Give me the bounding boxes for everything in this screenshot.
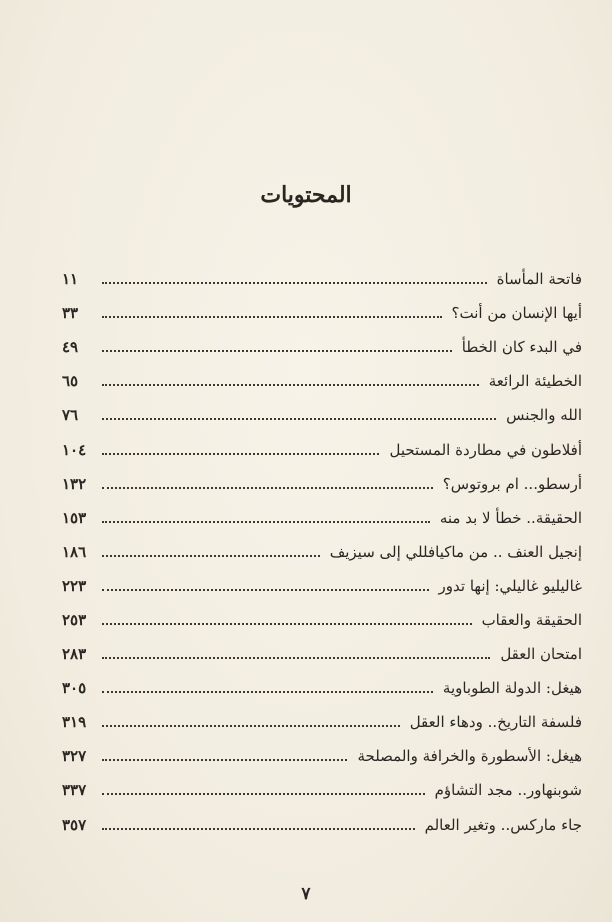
toc-entry — [62, 569, 582, 603]
toc-entry-page: ٢٥٣ — [62, 610, 87, 629]
toc-entry-page: ١٠٤ — [62, 440, 87, 459]
toc-entry — [62, 296, 582, 330]
toc-entry — [62, 671, 582, 705]
toc-entry-page: ٢٨٣ — [62, 645, 87, 664]
toc-entry — [62, 535, 582, 569]
toc-entry-page: ٣٢٧ — [62, 747, 87, 766]
toc-entry-page: ٤٩ — [62, 338, 79, 357]
dot-leader — [102, 521, 430, 523]
toc-entry-page: ٣٣٧ — [62, 781, 87, 800]
toc-entry-page: ١٣٢ — [62, 474, 87, 493]
toc-entry-title: هيغل: الدولة الطوباوية — [442, 679, 582, 698]
toc-entry-page: ١١ — [62, 270, 79, 289]
page-title: المحتويات — [260, 182, 352, 208]
toc-entry-title: أرسطو... ام بروتوس؟ — [442, 474, 582, 493]
toc-entry — [62, 398, 582, 432]
table-of-contents — [62, 262, 582, 842]
toc-entry-title: أيها الإنسان من أنت؟ — [451, 304, 582, 323]
toc-entry-title: الخطيئة الرائعة — [488, 372, 582, 391]
dot-leader — [102, 691, 433, 693]
toc-entry-title: إنجيل العنف .. من ماكيافللي إلى سيزيف — [329, 542, 582, 561]
dot-leader — [102, 759, 347, 761]
dot-leader — [102, 316, 442, 318]
toc-entry-page: ٣٣ — [62, 304, 79, 323]
toc-entry-page: ٧٦ — [62, 406, 79, 425]
toc-entry — [62, 432, 582, 466]
toc-entry — [62, 467, 582, 501]
toc-entry-title: الحقيقة.. خطأ لا بد منه — [439, 508, 582, 527]
toc-entry — [62, 330, 582, 364]
toc-entry — [62, 808, 582, 842]
toc-entry — [62, 739, 582, 773]
dot-leader — [102, 350, 452, 352]
dot-leader — [102, 793, 425, 795]
toc-entry-title: جاء ماركس.. وتغير العالم — [424, 815, 582, 834]
toc-entry-title: الحقيقة والعقاب — [481, 610, 582, 629]
toc-entry — [62, 262, 582, 296]
toc-entry-title: في البدء كان الخطأ — [461, 338, 582, 357]
toc-entry-page: ٣٠٥ — [62, 679, 87, 698]
dot-leader — [102, 828, 415, 830]
toc-entry-title: هيغل: الأسطورة والخرافة والمصلحة — [357, 747, 582, 766]
toc-entry-title: فلسفة التاريخ.. ودهاء العقل — [409, 713, 582, 732]
toc-entry — [62, 603, 582, 637]
toc-entry — [62, 773, 582, 807]
toc-entry-page: ٣٥٧ — [62, 815, 87, 834]
dot-leader — [102, 657, 490, 659]
toc-entry-title: امتحان العقل — [500, 645, 582, 664]
toc-entry — [62, 501, 582, 535]
page-number: ٧ — [301, 884, 311, 904]
toc-entry-page: ٣١٩ — [62, 713, 87, 732]
dot-leader — [102, 453, 379, 455]
toc-entry-page: ٦٥ — [62, 372, 79, 391]
dot-leader — [102, 623, 472, 625]
toc-entry — [62, 637, 582, 671]
dot-leader — [102, 589, 429, 591]
dot-leader — [102, 555, 320, 557]
dot-leader — [102, 418, 496, 420]
dot-leader — [102, 725, 400, 727]
dot-leader — [102, 487, 433, 489]
toc-entry-title: غاليليو غاليلي: إنها تدور — [438, 576, 582, 595]
toc-entry — [62, 705, 582, 739]
toc-entry-page: ٢٢٣ — [62, 576, 87, 595]
toc-entry-title: فاتحة المأساة — [496, 270, 582, 289]
toc-entry-title: أفلاطون في مطاردة المستحيل — [389, 440, 582, 459]
dot-leader — [102, 282, 487, 284]
toc-entry-title: شوبنهاور.. مجد التشاؤم — [434, 781, 582, 800]
toc-entry-page: ١٨٦ — [62, 542, 87, 561]
toc-entry-title: الله والجنس — [506, 406, 582, 425]
toc-entry — [62, 364, 582, 398]
toc-entry-page: ١٥٣ — [62, 508, 87, 527]
dot-leader — [102, 384, 479, 386]
